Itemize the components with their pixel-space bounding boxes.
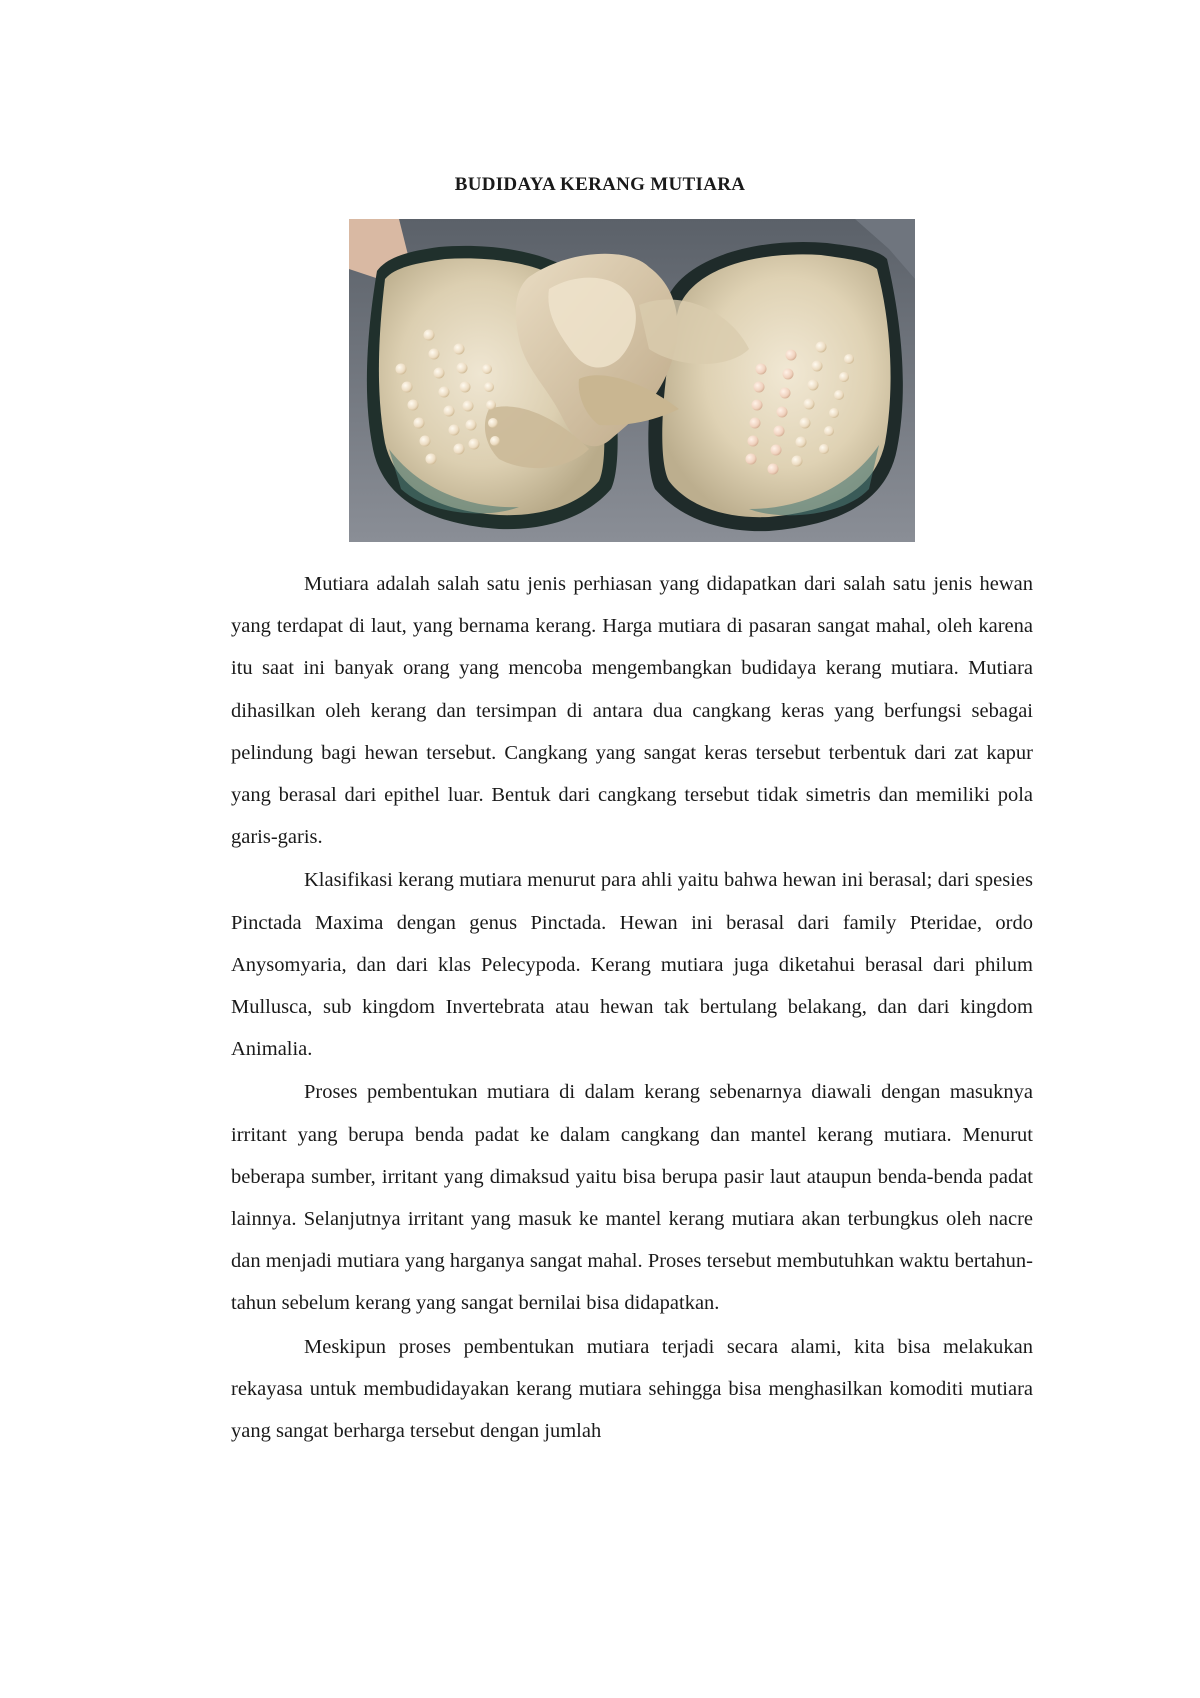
pearl (816, 342, 827, 353)
pearl (804, 399, 815, 410)
pearl (756, 364, 767, 375)
pearl (786, 350, 797, 361)
pearl (429, 349, 440, 360)
pearl (463, 401, 474, 412)
pearl (396, 364, 407, 375)
pearl-oyster-photo (349, 219, 915, 542)
pearl (819, 444, 829, 454)
paragraph-1: Mutiara adalah salah satu jenis perhiasan yang didapatkan dari salah satu jenis hewan yang terdapat di laut, yang bernama kerang. Harga mutiara di pasaran sangat mahal, oleh karena itu saat ini banyak orang yang mencoba mengembangkan budidaya kerang mutiara. Mutiara dihasilkan oleh kerang dan tersimpan di antara dua cangkang keras yang berfungsi sebagai pelindung bagi hewan tersebut. Cangkang yang sangat keras tersebut terbentuk dari zat kapur yang berasal dari epithel luar. Bentuk dari cangkang tersebut tidak simetris dan memiliki pola garis-garis. (231, 573, 1033, 849)
pearl (812, 361, 823, 372)
paragraph-2: Klasifikasi kerang mutiara menurut para ahli yaitu bahwa hewan ini berasal; dari spesies Pinctada Maxima dengan genus Pinctada. Hewan ini berasal dari family Pteridae, ordo Anysomyaria, dan dari klas Pelecypoda. Kerang mutiara juga diketahui berasal dari philum Mullusca, sub kingdom Invertebrata atau hewan tak bertulang belakang, dan dari kingdom Animalia. (231, 869, 1033, 1061)
pearl (424, 330, 435, 341)
pearl (420, 436, 431, 447)
pearl (829, 408, 839, 418)
pearl (844, 354, 854, 364)
pearl (752, 400, 763, 411)
pearl (746, 454, 757, 465)
pearl (800, 418, 811, 429)
pearl (482, 364, 492, 374)
pearl (490, 436, 500, 446)
pearl (796, 437, 807, 448)
pearl (748, 436, 759, 447)
pearl (792, 456, 803, 467)
pearl (439, 387, 450, 398)
pearl (469, 439, 480, 450)
pearl (780, 388, 791, 399)
pearl (839, 372, 849, 382)
pearl (808, 380, 819, 391)
pearl (754, 382, 765, 393)
pearl (824, 426, 834, 436)
pearl (454, 344, 465, 355)
pearl (449, 425, 460, 436)
pearl (486, 400, 496, 410)
pearl (771, 445, 782, 456)
paragraph-4: Meskipun proses pembentukan mutiara terjadi secara alami, kita bisa melakukan rekayasa untuk membudidayakan kerang mutiara sehingga bisa menghasilkan komoditi mutiara yang sangat berharga tersebut dengan jumlah (231, 1335, 1033, 1443)
pearl (444, 406, 455, 417)
pearl (457, 363, 468, 374)
paragraph-3: Proses pembentukan mutiara di dalam kerang sebenarnya diawali dengan masuknya irritant yang berupa benda padat ke dalam cangkang dan mantel kerang mutiara. Menurut beberapa sumber, irritant yang dimaksud yaitu bisa berupa pasir laut ataupun benda-benda padat lainnya. Selanjutnya irritant yang masuk ke mantel kerang mutiara akan terbungkus oleh nacre dan menjadi mutiara yang harganya sangat mahal. Proses tersebut membutuhkan waktu bertahun-tahun sebelum kerang yang sangat bernilai bisa didapatkan. (231, 1081, 1033, 1315)
pearl (408, 400, 419, 411)
pearl (774, 426, 785, 437)
pearl (488, 418, 498, 428)
pearl (777, 407, 788, 418)
body-text (231, 563, 1033, 1453)
pearl (434, 368, 445, 379)
pearl (484, 382, 494, 392)
pearl (768, 464, 779, 475)
pearl (460, 382, 471, 393)
pearl (402, 382, 413, 393)
pearl (426, 454, 437, 465)
pearl (454, 444, 465, 455)
pearl (834, 390, 844, 400)
pearl (466, 420, 477, 431)
pearl (414, 418, 425, 429)
pearl (783, 369, 794, 380)
document-title: BUDIDAYA KERANG MUTIARA (454, 174, 746, 195)
pearl (750, 418, 761, 429)
